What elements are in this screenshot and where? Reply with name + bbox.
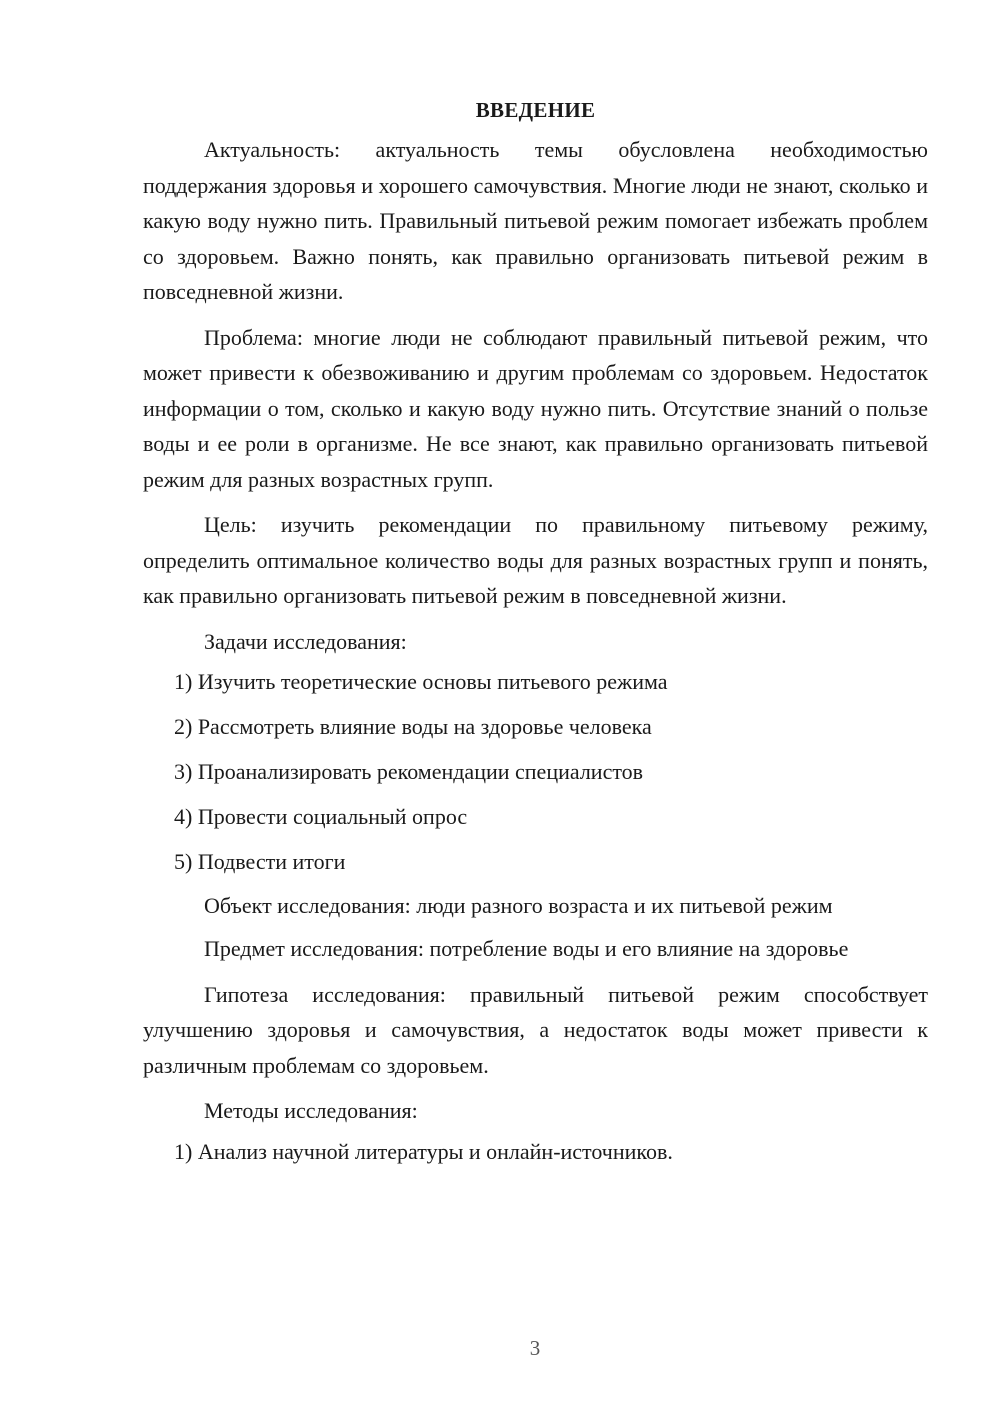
task-item: 4) Провести социальный опрос (174, 804, 468, 829)
section-title: ВВЕДЕНИЕ (475, 98, 596, 122)
object-paragraph: Объект исследования: люди разного возраста и их питьевой режим (204, 892, 833, 918)
method-item: 1) Анализ научной литературы и онлайн-источников. (174, 1138, 673, 1164)
methods-heading: Методы исследования: (204, 1098, 418, 1123)
task-item: 3) Проанализировать рекомендации специалистов (174, 759, 644, 784)
task-item: 1) Изучить теоретические основы питьевого режима (174, 669, 668, 694)
methods-list (143, 1134, 928, 1170)
task-item: 5) Подвести итоги (174, 849, 346, 874)
page-number: 3 (529, 1336, 541, 1360)
tasks-heading: Задачи исследования: (204, 628, 407, 654)
relevance-paragraph: Актуальность: актуальность темы обусловлена необходимостью поддержания здоровья и хорошего самочувствия. Многие люди не знают, сколько и какую воду нужно пить. Правильный питьевой режим помогает избежать проблем со здоровьем. Важно понять, как правильно организовать питьевой режим в повседневной жизни. (143, 137, 928, 304)
goal-paragraph: Цель: изучить рекомендации по правильному питьевому режиму, определить оптимальное количество воды для разных возрастных групп и понять, как правильно организовать питьевой режим в повседневной жизни. (143, 512, 928, 608)
hypothesis-paragraph: Гипотеза исследования: правильный питьевой режим способствует улучшению здоровья и самочувствия, а недостаток воды может привести к различным проблемам со здоровьем. (143, 981, 928, 1078)
problem-paragraph: Проблема: многие люди не соблюдают правильный питьевой режим, что может привести к обезвоживанию и другим проблемам со здоровьем. Недостаток информации о том, сколько и какую воду нужно пить. Отсутствие знаний о пользе воды и ее роли в организме. Не все знают, как правильно организовать питьевой режим для разных возрастных групп. (143, 324, 928, 492)
tasks-list (143, 664, 928, 880)
document-page (143, 96, 928, 1169)
task-item: 2) Рассмотреть влияние воды на здоровье человека (174, 714, 652, 739)
subject-paragraph: Предмет исследования: потребление воды и его влияние на здоровье (204, 936, 849, 961)
